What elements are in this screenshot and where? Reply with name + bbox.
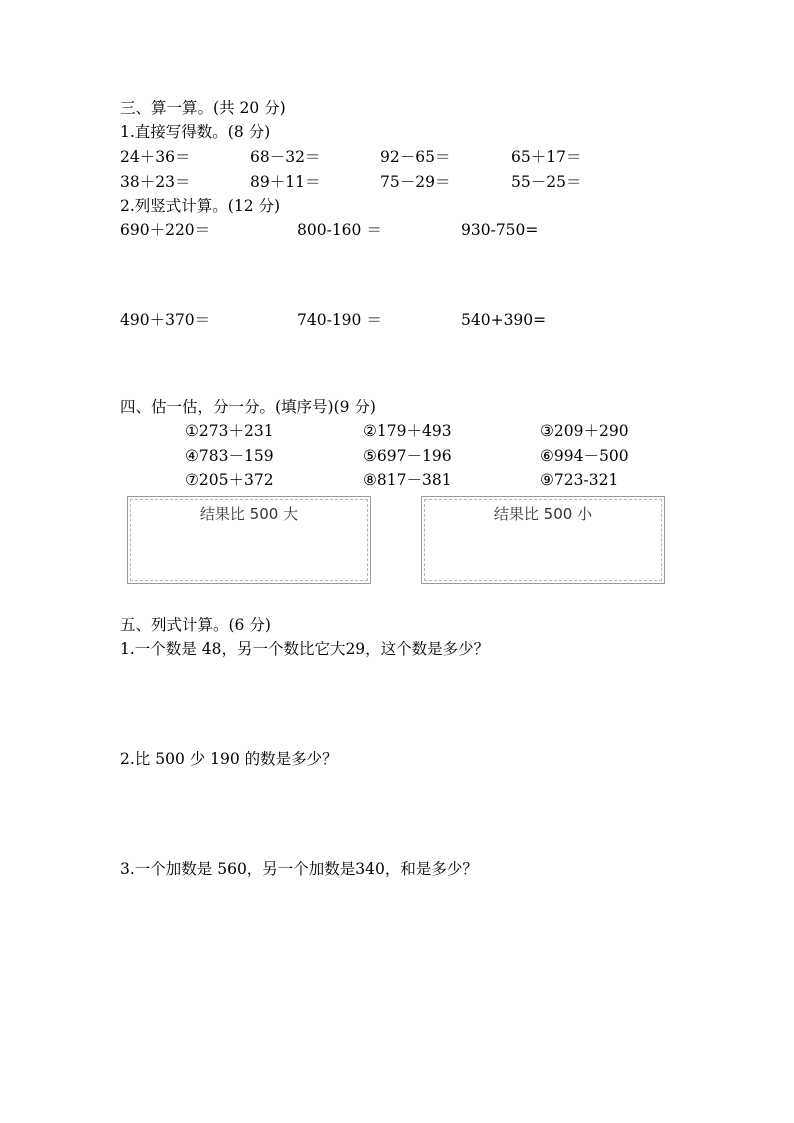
section5-heading: 五、列式计算。(6 分) [120, 616, 271, 634]
word-problem: 3.一个加数是 560，另一个加数是340，和是多少？ [120, 860, 478, 878]
vertical-calc-item: 490＋370＝ [120, 311, 211, 329]
section4-heading: 四、估一估，分一分。(填序号)(9 分) [120, 398, 376, 416]
calc-item: 75－29＝ [380, 173, 451, 191]
word-problem: 1.一个数是 48，另一个数比它大29，这个数是多少？ [120, 640, 490, 658]
calc-item: 68－32＝ [250, 148, 321, 166]
part2-title: 2.列竖式计算。(12 分) [120, 197, 281, 215]
calc-item: 89＋11＝ [250, 173, 321, 191]
estimate-item: ⑦205＋372 [185, 471, 274, 489]
part1-title: 1.直接写得数。(8 分) [120, 123, 271, 141]
estimate-item: ③209＋290 [540, 422, 629, 440]
word-problem: 2.比 500 少 190 的数是多少？ [120, 750, 338, 768]
calc-item: 55－25＝ [511, 173, 582, 191]
estimate-item: ⑤697－196 [363, 447, 452, 465]
vertical-calc-item: 690＋220＝ [120, 221, 211, 239]
calc-item: 24＋36＝ [120, 148, 191, 166]
vertical-calc-item: 930-750= [461, 221, 539, 239]
calc-item: 38＋23＝ [120, 173, 191, 191]
calc-item: 65＋17＝ [511, 148, 582, 166]
estimate-item: ⑥994－500 [540, 447, 629, 465]
estimate-item: ①273＋231 [185, 422, 274, 440]
estimate-item: ⑧817－381 [363, 471, 452, 489]
estimate-item: ②179＋493 [363, 422, 452, 440]
box-greater-label: 结果比 500 大 [199, 505, 299, 523]
vertical-calc-item: 740-190 ＝ [297, 311, 382, 329]
vertical-calc-item: 540+390= [461, 311, 547, 329]
answer-box-greater[interactable] [127, 496, 371, 584]
section3-heading: 三、算一算。(共 20 分) [120, 99, 286, 117]
calc-item: 92－65＝ [380, 148, 451, 166]
box-less-label: 结果比 500 小 [493, 505, 593, 523]
answer-box-less[interactable] [421, 496, 665, 584]
estimate-item: ④783－159 [185, 447, 274, 465]
vertical-calc-item: 800-160 ＝ [297, 221, 382, 239]
estimate-item: ⑨723-321 [540, 471, 619, 489]
